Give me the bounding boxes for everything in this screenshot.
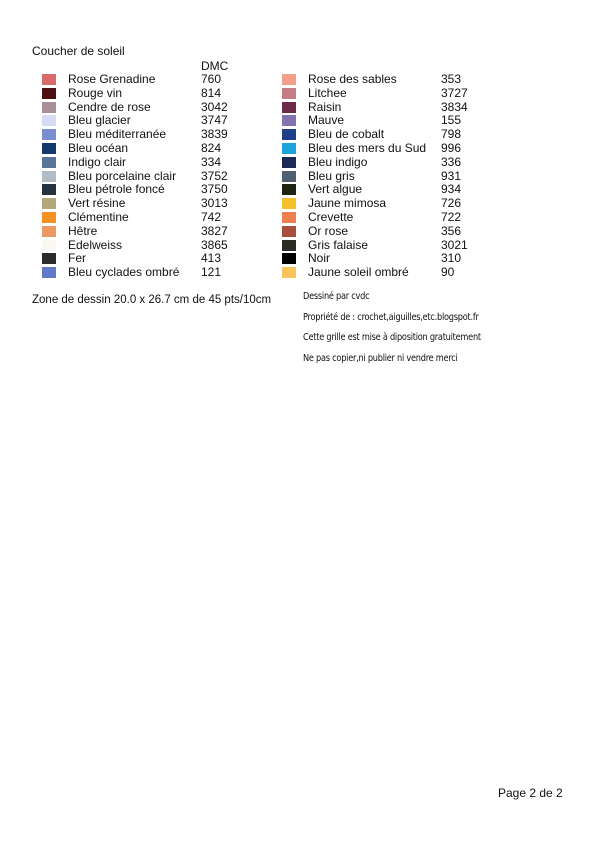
dmc-code: 742 bbox=[201, 209, 222, 224]
dmc-code: 336 bbox=[441, 154, 462, 169]
dmc-code: 155 bbox=[441, 113, 462, 128]
thread-name: Bleu indigo bbox=[308, 154, 368, 169]
thread-name: Bleu de cobalt bbox=[308, 127, 385, 142]
thread-name: Vert algue bbox=[308, 182, 363, 197]
dmc-code: 996 bbox=[441, 140, 462, 155]
thread-name: Bleu cyclades ombré bbox=[68, 265, 180, 280]
dmc-code: 121 bbox=[201, 265, 222, 280]
thread-name: Cendre de rose bbox=[68, 99, 151, 114]
color-swatch bbox=[42, 143, 56, 154]
thread-name: Indigo clair bbox=[68, 154, 127, 169]
credit-line: Cette grille est mise à diposition gratuitement bbox=[303, 332, 481, 343]
color-swatch bbox=[282, 171, 296, 182]
thread-name: Raisin bbox=[308, 99, 342, 114]
dmc-code: 931 bbox=[441, 168, 462, 183]
thread-name: Crevette bbox=[308, 209, 354, 224]
thread-name: Clémentine bbox=[68, 209, 129, 224]
color-swatch bbox=[282, 240, 296, 251]
color-swatch bbox=[42, 267, 56, 278]
thread-name: Gris falaise bbox=[308, 237, 369, 252]
color-swatch bbox=[282, 267, 296, 278]
color-swatch bbox=[282, 212, 296, 223]
dmc-code: 334 bbox=[201, 154, 222, 169]
dmc-code: 760 bbox=[201, 72, 222, 86]
thread-name: Bleu porcelaine clair bbox=[68, 168, 177, 183]
thread-name: Rouge vin bbox=[68, 85, 123, 100]
thread-name: Jaune mimosa bbox=[308, 196, 387, 211]
dmc-code: 3747 bbox=[201, 113, 228, 128]
color-swatch bbox=[42, 157, 56, 168]
thread-name: Bleu océan bbox=[68, 140, 129, 155]
dmc-code: 356 bbox=[441, 223, 462, 238]
dmc-code: 798 bbox=[441, 127, 462, 142]
color-swatch bbox=[282, 143, 296, 154]
color-swatch bbox=[42, 226, 56, 237]
dmc-code: 3865 bbox=[201, 237, 228, 252]
document-title: Coucher de soleil bbox=[32, 44, 125, 58]
dmc-code: 310 bbox=[441, 251, 462, 266]
thread-name: Rose des sables bbox=[308, 72, 397, 86]
thread-name: Or rose bbox=[308, 223, 349, 238]
dmc-code: 3752 bbox=[201, 168, 228, 183]
dmc-code: 726 bbox=[441, 196, 462, 211]
thread-name: Litchee bbox=[308, 85, 347, 100]
color-swatch bbox=[42, 115, 56, 126]
thread-name: Fer bbox=[68, 251, 86, 266]
thread-name: Mauve bbox=[308, 113, 345, 128]
color-swatch bbox=[42, 198, 56, 209]
dmc-code: 3727 bbox=[441, 85, 468, 100]
thread-name: Noir bbox=[308, 251, 331, 266]
color-swatch bbox=[282, 129, 296, 140]
dmc-code: 3750 bbox=[201, 182, 228, 197]
thread-name: Bleu méditerranée bbox=[68, 127, 167, 142]
dmc-code: 824 bbox=[201, 140, 222, 155]
thread-name: Rose Grenadine bbox=[68, 72, 156, 86]
thread-name: Jaune soleil ombré bbox=[308, 265, 409, 280]
dmc-code: 353 bbox=[441, 72, 462, 86]
thread-name: Hêtre bbox=[68, 223, 98, 238]
dmc-code: 3834 bbox=[441, 99, 468, 114]
page-number: Page 2 de 2 bbox=[498, 786, 563, 800]
credit-line: Ne pas copier,ni publier ni vendre merci bbox=[303, 352, 458, 364]
color-swatch bbox=[282, 102, 296, 113]
thread-name: Bleu pétrole foncé bbox=[68, 182, 165, 197]
color-swatch bbox=[282, 253, 296, 264]
dmc-code: 413 bbox=[201, 251, 222, 266]
color-swatch bbox=[42, 212, 56, 223]
drawing-area-info: Zone de dessin 20.0 x 26.7 cm de 45 pts/10cm bbox=[32, 294, 272, 306]
color-swatch bbox=[282, 198, 296, 209]
thread-name: Edelweiss bbox=[68, 237, 123, 252]
thread-name: Bleu gris bbox=[308, 168, 355, 183]
dmc-code: 3042 bbox=[201, 99, 228, 114]
color-swatch bbox=[282, 157, 296, 168]
thread-name: Bleu glacier bbox=[68, 113, 131, 128]
dmc-code: 3021 bbox=[441, 237, 468, 252]
dmc-column-header: DMC bbox=[201, 59, 229, 73]
dmc-code: 90 bbox=[441, 265, 455, 280]
dmc-code: 934 bbox=[441, 182, 462, 197]
color-swatch bbox=[282, 226, 296, 237]
dmc-code: 3013 bbox=[201, 196, 228, 211]
color-swatch bbox=[42, 74, 56, 85]
color-swatch bbox=[282, 74, 296, 85]
dmc-code: 3839 bbox=[201, 127, 228, 142]
color-swatch bbox=[42, 253, 56, 264]
thread-name: Vert résine bbox=[68, 196, 126, 211]
color-swatch bbox=[282, 88, 296, 99]
color-swatch bbox=[42, 240, 56, 251]
thread-name: Bleu des mers du Sud bbox=[308, 140, 427, 155]
dmc-code: 814 bbox=[201, 85, 222, 100]
color-swatch bbox=[42, 88, 56, 99]
color-swatch bbox=[42, 184, 56, 195]
credit-line: Propriété de : crochet,aiguilles,etc.blogspot.fr bbox=[303, 311, 479, 323]
credits-block bbox=[303, 287, 537, 369]
credit-line: Dessiné par cvdc bbox=[303, 291, 370, 302]
color-swatch bbox=[42, 129, 56, 140]
dmc-code: 722 bbox=[441, 209, 462, 224]
color-swatch bbox=[282, 115, 296, 126]
color-swatch bbox=[282, 184, 296, 195]
color-swatch bbox=[42, 171, 56, 182]
dmc-code: 3827 bbox=[201, 223, 228, 238]
color-swatch bbox=[42, 102, 56, 113]
